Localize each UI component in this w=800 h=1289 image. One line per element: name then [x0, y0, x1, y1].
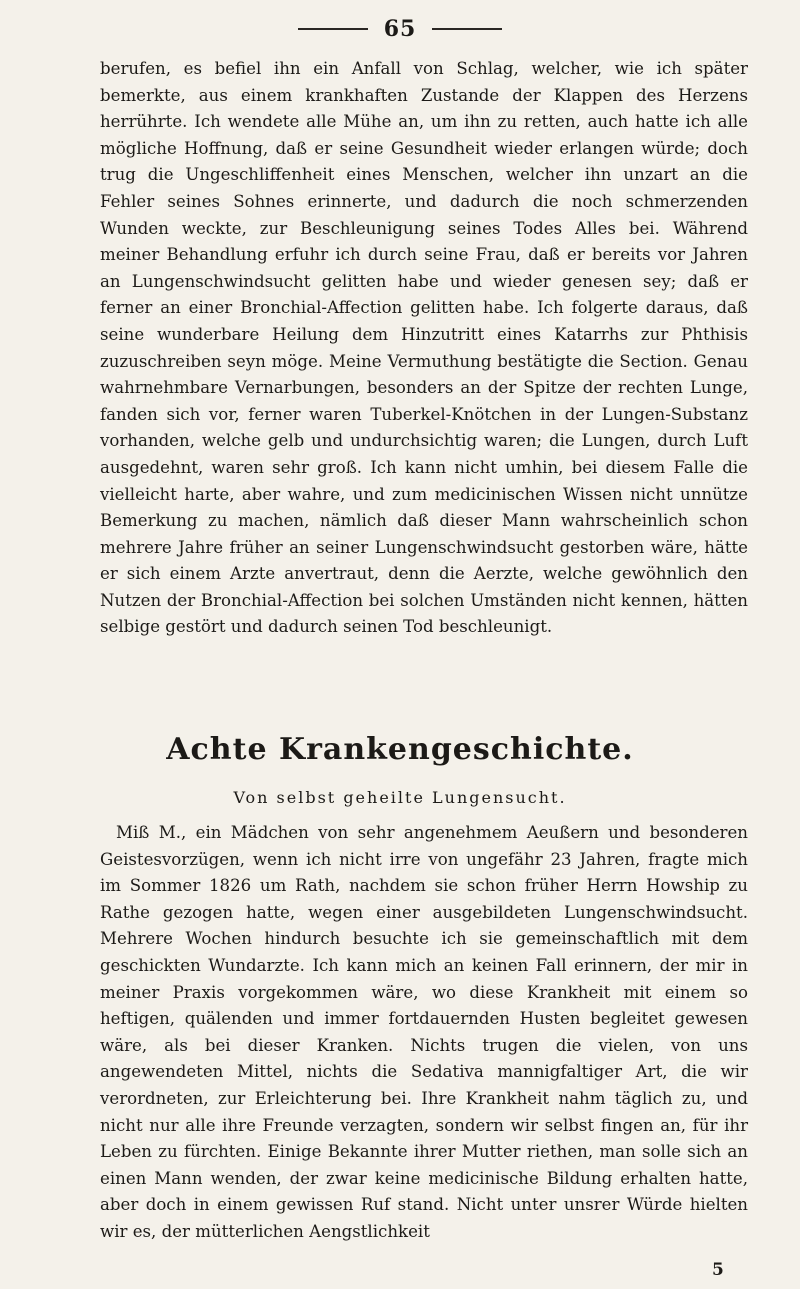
paragraph-continued: berufen, es befiel ihn ein Anfall von Schlag, welcher, wie ich später bemerkte, aus einem krankhaften Zustande der Klappen des Herzens herrührte. Ich wendete alle Mühe an, um ihn zu retten, auch hatte ich alle mögliche Hoffnung, daß er seine Gesundheit wieder erlangen würde; doch trug die Ungeschliffenheit eines Menschen, welcher ihn unzart an die Fehler seines Sohnes erinnerte, und dadurch die noch schmerzenden Wunden weckte, zur Beschleunigung seines Todes Alles bei. Während meiner Behandlung erfuhr ich durch seine Frau, daß er bereits vor Jahren an Lungenschwindsucht gelitten habe und wieder genesen sey; daß er ferner an einer Bronchial-Affection gelitten habe. Ich folgerte daraus, daß seine wunderbare Heilung dem Hinzutritt eines Katarrhs zur Phthisis zuzuschreiben seyn möge. Meine Vermuthung bestätigte die Section. Genau wahrnehmbare Vernarbungen, besonders an der Spitze der rechten Lunge, fanden sich vor, ferner waren Tuberkel-Knötchen in der Lungen-Substanz vorhanden, welche gelb und undurchsichtig waren; die Lungen, durch Luft ausgedehnt, waren sehr groß. Ich kann nicht umhin, bei diesem Falle die vielleicht harte, aber wahre, und zum medicinischen Wissen nicht unnütze Bemerkung zu machen, nämlich daß dieser Mann wahrscheinlich schon mehrere Jahre früher an seiner Lungenschwindsucht gestorben wäre, hätte er sich einem Arzte anvertraut, denn die Aerzte, welche gewöhnlich den Nutzen der Bronchial-Affection bei solchen Umständen nicht kennen, hätten selbige gestört und dadurch seinen Tod beschleunigt.: [100, 59, 748, 637]
signature-mark: 5: [712, 1260, 724, 1280]
page-header: [0, 16, 800, 42]
case-paragraph: Miß M., ein Mädchen von sehr angenehmem Aeußern und besonderen Geistesvorzügen, wenn ich nicht irre von ungefähr 23 Jahren, fragte mich im Sommer 1826 um Rath, nachdem sie schon früher Herrn Howship zu Rathe gezogen hatte, wegen einer ausgebildeten Lungenschwindsucht. Mehrere Wochen hindurch besuchte ich sie gemeinschaftlich mit dem geschickten Wundarzte. Ich kann mich an keinen Fall erinnern, der mir in meiner Praxis vorgekommen wäre, wo diese Krankheit mit einem so heftigen, quälenden und immer fortdauernden Husten begleitet gewesen wäre, als bei dieser Kranken. Nichts trugen die vielen, von uns angewendeten Mittel, nichts die Sedativa mannigfaltiger Art, die wir verordneten, zur Erleichterung bei. Ihre Krankheit nahm täglich zu, und nicht nur alle ihre Freunde verzagten, sondern wir selbst fingen an, für ihr Leben zu fürchten. Einige Bekannte ihrer Mutter riethen, man solle sich an einen Mann wenden, der zwar keine medicinische Bildung erhalten hatte, aber doch in einem gewissen Ruf stand. Nicht unter unsrer Würde hielten wir es, der mütterlichen Aengstlichkeit: [100, 823, 748, 1241]
section-title: Achte Krankengeschichte.: [166, 732, 634, 767]
header-rule-right: [432, 28, 502, 30]
page-number: 65: [383, 16, 417, 42]
header-rule-left: [298, 28, 368, 30]
section-subtitle: Von selbst geheilte Lungensucht.: [233, 788, 567, 807]
